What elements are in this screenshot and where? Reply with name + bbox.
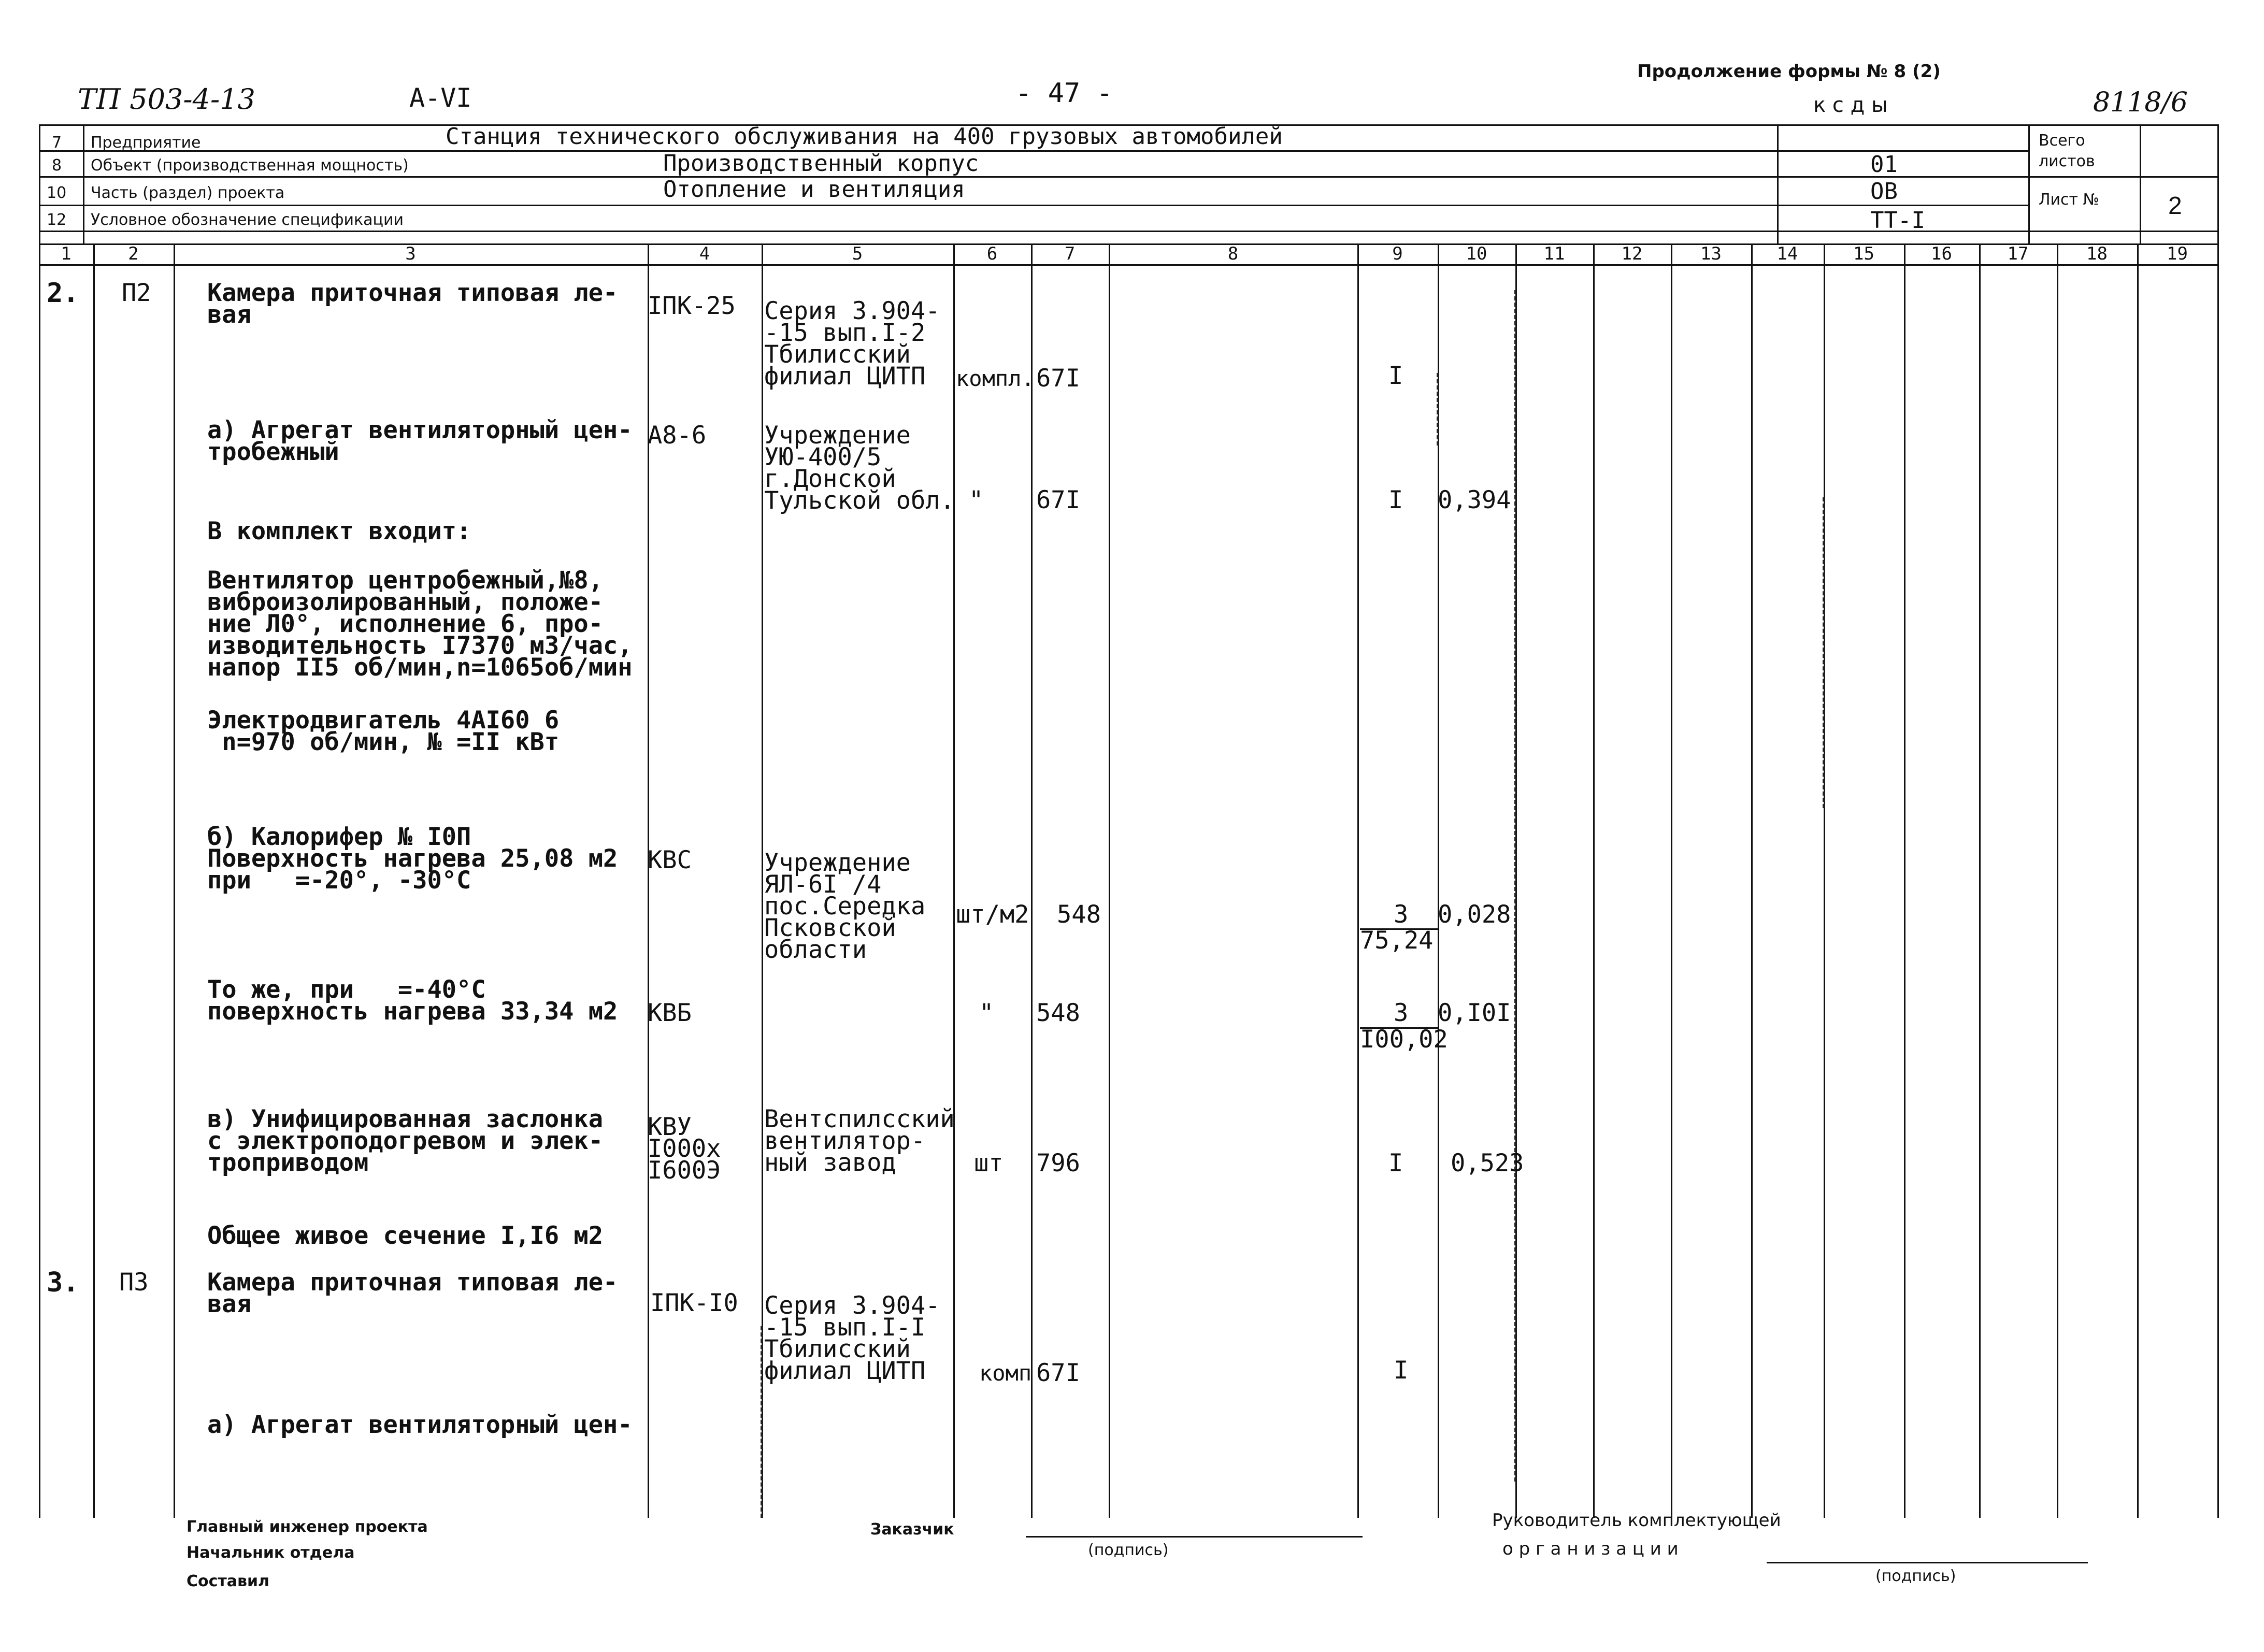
compiled-by-label: Составил	[187, 1572, 270, 1590]
cell-description: а) Агрегат вентиляторный цен- тробежный	[207, 416, 633, 466]
col-num-3: 3	[405, 243, 416, 264]
cell-unit: шт	[974, 1149, 1004, 1177]
cell-supplier: Учреждение УЮ-400/5 г.Донской Тульской обл.	[764, 421, 955, 515]
header-row-10-label: Часть (раздел) проекта	[91, 184, 285, 202]
header-row-12-label: Условное обозначение спецификации	[91, 211, 404, 229]
cell-supplier: Серия 3.904- -15 вып.I-I Тбилисский филиал ЦИТП	[764, 1291, 940, 1385]
total-sheets-label: Всего листов	[2039, 132, 2095, 170]
cell-description: То же, при =-40°С поверхность нагрева 33,34 м2	[207, 975, 618, 1026]
fan-description: Вентилятор центробежный,№8, виброизолированный, положе- ние Л0°, исполнение 6, про- изводительность I7370 м3/час, напор II5 об/мин,n=1065об/мин	[207, 566, 633, 682]
col-num-10: 10	[1466, 243, 1487, 264]
col-num-11: 11	[1543, 243, 1565, 264]
kit-includes-heading: В комплект входит:	[207, 517, 471, 545]
cell-code: 67I	[1036, 364, 1080, 393]
organization-label: о р г а н и з а ц и и	[1502, 1539, 1679, 1559]
cell-qty: 3	[1394, 900, 1409, 929]
form-note: Продолжение формы № 8 (2)	[1637, 61, 1941, 82]
cell-area: 75,24	[1360, 926, 1434, 955]
col-num-8: 8	[1227, 243, 1239, 264]
cell-code: 548	[1057, 900, 1101, 929]
header-row-7-num: 7	[52, 134, 62, 152]
cell-mass: 0,523	[1451, 1149, 1524, 1177]
col-num-6: 6	[986, 243, 998, 264]
col-num-7: 7	[1064, 243, 1076, 264]
cell-code: 67I	[1036, 486, 1080, 514]
department-head-label: Начальник отдела	[187, 1544, 355, 1562]
col-num-2: 2	[128, 243, 139, 264]
col-num-18: 18	[2086, 243, 2108, 264]
customer-label: Заказчик	[870, 1520, 954, 1539]
col-num-15: 15	[1853, 243, 1874, 264]
dash-line	[1514, 290, 1516, 1482]
cell-unit: шт/м2	[956, 900, 1029, 929]
header-row-12-num: 12	[47, 211, 67, 229]
col-num-13: 13	[1700, 243, 1722, 264]
cell-type: IПК-25	[648, 292, 736, 320]
page-number: - 47 -	[1015, 78, 1113, 109]
project-part-code: ОВ	[1870, 178, 1898, 205]
cell-position: 3.	[47, 1267, 79, 1298]
cell-mass: 0,028	[1438, 900, 1511, 929]
cell-supplier: Учреждение ЯЛ-6I /4 пос.Середка Псковской области	[764, 849, 926, 964]
col-num-16: 16	[1931, 243, 1952, 264]
cell-area: I00,02	[1360, 1025, 1448, 1054]
sheet-number: 2	[2168, 192, 2182, 220]
dash-line	[1823, 497, 1825, 808]
col-num-9: 9	[1392, 243, 1403, 264]
chief-engineer-label: Главный инженер проекта	[187, 1518, 428, 1536]
cell-description: б) Калорифер № I0П Поверхность нагрева 25,08 м2 при =-20°, -30°С	[207, 823, 618, 895]
col-num-14: 14	[1776, 243, 1798, 264]
col-num-17: 17	[2007, 243, 2029, 264]
cell-code: 67I	[1036, 1359, 1080, 1387]
signature-caption: (подпись)	[1088, 1541, 1169, 1559]
col-num-19: 19	[2167, 243, 2188, 264]
cell-description: Камера приточная типовая ле- вая	[207, 279, 618, 329]
object-code: 01	[1870, 151, 1898, 178]
cell-unit: компл.	[956, 366, 1035, 391]
reference-number: 8118/6	[2093, 87, 2188, 118]
cell-description: в) Унифицированная заслонка с электроподогревом и элек- троприводом	[207, 1105, 604, 1177]
col-num-1: 1	[61, 243, 71, 264]
cell-qty: I	[1394, 1356, 1409, 1385]
cell-type: КВБ	[648, 999, 692, 1027]
col-num-12: 12	[1621, 243, 1643, 264]
signature-caption: (подпись)	[1875, 1567, 1956, 1585]
cell-qty: I	[1388, 1149, 1403, 1177]
spec-code: ТТ-I	[1870, 207, 1925, 234]
cell-mark: П2	[122, 279, 151, 307]
leader-label: Руководитель комплектующей	[1492, 1510, 1781, 1531]
cell-description: Камера приточная типовая ле- вая	[207, 1268, 618, 1318]
cell-unit: комп	[979, 1360, 1032, 1386]
signature-line	[1026, 1536, 1363, 1538]
dash-line	[1437, 373, 1439, 446]
header-row-10-num: 10	[47, 184, 67, 202]
project-part: Отопление и вентиляция	[663, 176, 965, 203]
col-num-4: 4	[699, 243, 710, 264]
header-row-8-num: 8	[52, 156, 62, 175]
cell-type: IПК-I0	[650, 1289, 738, 1317]
header-row-7-label: Предприятие	[91, 134, 201, 152]
cell-type: КВУ I000х I600Э	[648, 1113, 721, 1185]
cell-type: КВС	[648, 846, 692, 874]
dash-line	[761, 1326, 763, 1518]
cell-mass: 0,I0I	[1438, 999, 1511, 1027]
cell-description: а) Агрегат вентиляторный цен-	[207, 1411, 633, 1439]
cell-unit: "	[969, 486, 984, 514]
motor-description: Электродвигатель 4АI60 6 n=970 об/мин, № =II кВт	[207, 706, 560, 756]
header-row-8-label: Объект (производственная мощность)	[91, 156, 409, 175]
doc-code: ТП 503-4-13	[78, 83, 255, 116]
free-section-note: Общее живое сечение I,I6 м2	[207, 1222, 604, 1250]
cell-supplier: Вентспилсский вентилятор- ный завод	[764, 1105, 955, 1177]
cell-code: 548	[1036, 999, 1080, 1027]
cell-qty: I	[1388, 362, 1403, 390]
cell-mass: 0,394	[1438, 486, 1511, 514]
cell-unit: "	[979, 999, 994, 1027]
object-name: Производственный корпус	[663, 150, 979, 177]
sheet-label: Лист №	[2039, 191, 2099, 209]
cell-position: 2.	[47, 278, 79, 309]
cell-qty: I	[1388, 486, 1403, 514]
section-code: А-VI	[409, 83, 472, 113]
signature-line	[1767, 1562, 2088, 1563]
cell-type: А8-6	[648, 421, 707, 450]
col-num-5: 5	[852, 243, 863, 264]
enterprise-name: Станция технического обслуживания на 400 грузовых автомобилей	[446, 123, 1283, 150]
cell-code: 796	[1036, 1149, 1080, 1177]
cell-mark: П3	[119, 1268, 149, 1297]
cell-qty: 3	[1394, 999, 1409, 1027]
cell-supplier: Серия 3.904- -15 вып.I-2 Тбилисский филиал ЦИТП	[764, 297, 940, 391]
ksdy-label: к с д ы	[1813, 93, 1888, 117]
